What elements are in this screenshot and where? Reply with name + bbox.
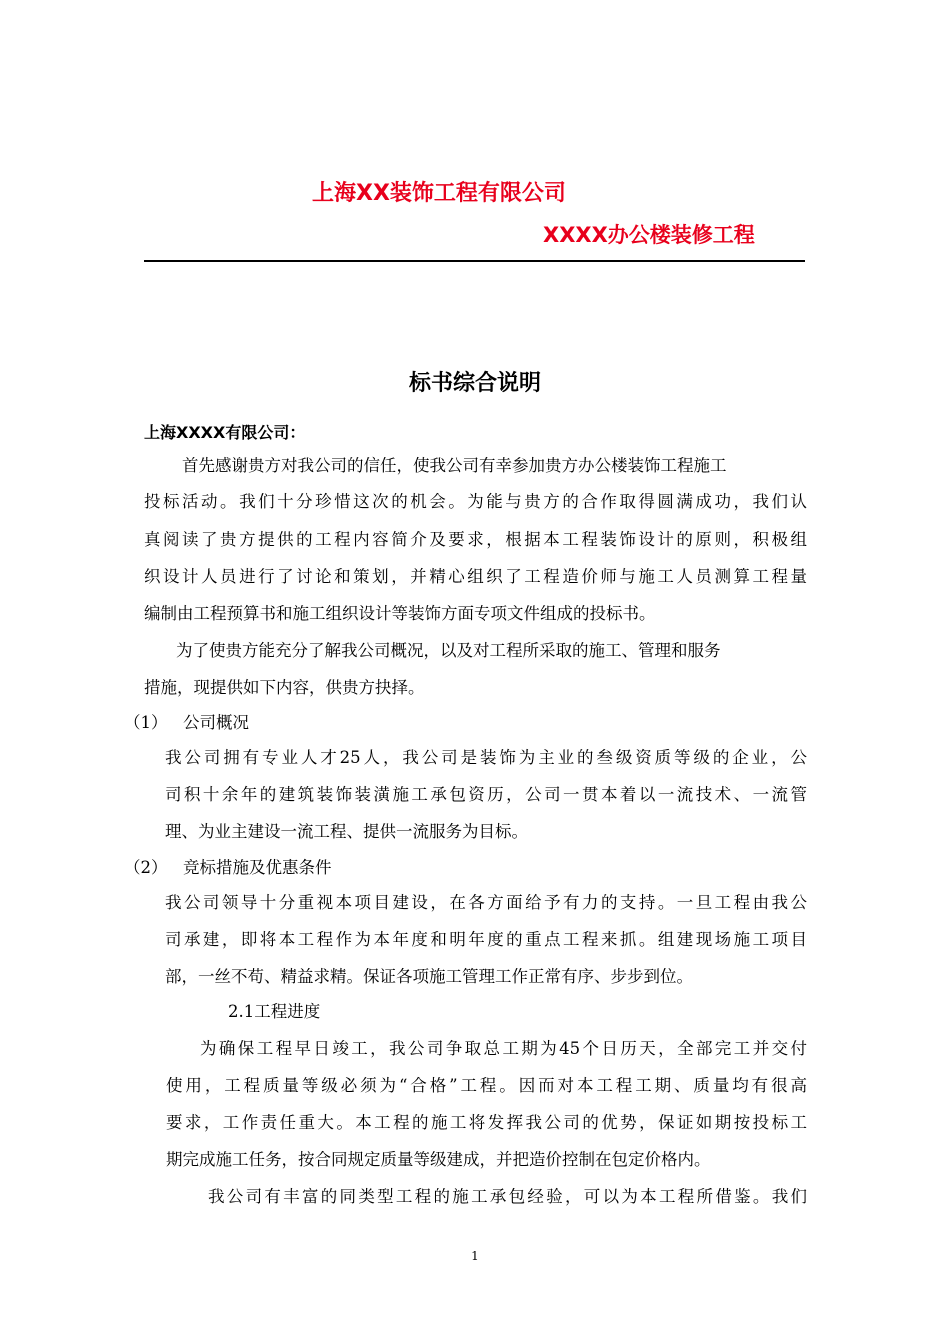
subsection-line: 为确保工程早日竣工，我公司争取总工期为45个日历天，全部完工并交付 xyxy=(200,1039,807,1058)
section-1-line: 我公司拥有专业人才25人，我公司是装饰为主业的叁级资质等级的企业，公 xyxy=(165,748,807,767)
section-2-line: 部，一丝不苟、精益求精。保证各项施工管理工作正常有序、步步到位。 xyxy=(165,967,693,986)
subsection-line: 期完成施工任务，按合同规定质量等级建成，并把造价控制在包定价格内。 xyxy=(166,1150,711,1169)
section-2-number: （2） xyxy=(124,858,168,877)
salutation: 上海XXXX有限公司： xyxy=(144,423,306,442)
header-company-name: 上海XX装饰工程有限公司 xyxy=(312,181,566,206)
page-number: 1 xyxy=(471,1249,479,1263)
paragraph-2-line: 为了使贵方能充分了解我公司概况，以及对工程所采取的施工、管理和服务 xyxy=(176,641,721,660)
subsection-title: 2.1工程进度 xyxy=(228,1002,321,1021)
paragraph-1-line: 投标活动。我们十分珍惜这次的机会。为能与贵方的合作取得圆满成功，我们认 xyxy=(144,492,807,511)
section-2-line: 我公司领导十分重视本项目建设，在各方面给予有力的支持。一旦工程由我公 xyxy=(165,893,807,912)
paragraph-1-line: 真阅读了贵方提供的工程内容简介及要求，根据本工程装饰设计的原则，积极组 xyxy=(144,530,807,549)
subsection-line: 我公司有丰富的同类型工程的施工承包经验，可以为本工程所借鉴。我们 xyxy=(208,1187,807,1206)
paragraph-1-line: 首先感谢贵方对我公司的信任，使我公司有幸参加贵方办公楼装饰工程施工 xyxy=(182,456,727,475)
paragraph-1-line: 编制由工程预算书和施工组织设计等装饰方面专项文件组成的投标书。 xyxy=(144,604,656,623)
section-2-line: 司承建，即将本工程作为本年度和明年度的重点工程来抓。组建现场施工项目 xyxy=(165,930,807,949)
subsection-line: 使用，工程质量等级必须为“合格”工程。因而对本工程工期、质量均有很高 xyxy=(166,1076,807,1095)
document-title: 标书综合说明 xyxy=(408,371,541,396)
section-1-line: 理、为业主建设一流工程、提供一流服务为目标。 xyxy=(165,822,528,841)
header-project-name: XXXX办公楼装修工程 xyxy=(543,223,755,247)
section-2-title: 竞标措施及优惠条件 xyxy=(183,858,332,877)
header-divider xyxy=(144,260,805,262)
paragraph-2-line: 措施，现提供如下内容，供贵方抉择。 xyxy=(144,678,425,697)
section-1-title: 公司概况 xyxy=(183,713,249,732)
section-1-number: （1） xyxy=(124,713,168,732)
paragraph-1-line: 织设计人员进行了讨论和策划，并精心组织了工程造价师与施工人员测算工程量 xyxy=(144,567,807,586)
subsection-line: 要求，工作责任重大。本工程的施工将发挥我公司的优势，保证如期按投标工 xyxy=(166,1113,807,1132)
section-1-line: 司积十余年的建筑装饰装潢施工承包资历，公司一贯本着以一流技术、一流管 xyxy=(165,785,807,804)
